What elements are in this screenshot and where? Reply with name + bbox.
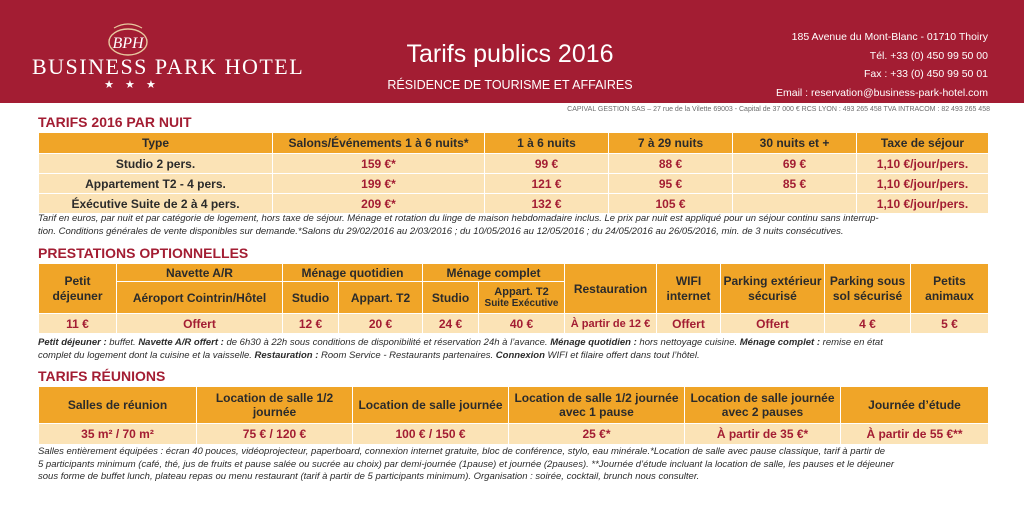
table-cell: Éxécutive Suite de 2 à 4 pers. bbox=[39, 194, 273, 214]
table-cell: Offert bbox=[721, 314, 825, 334]
table-row bbox=[39, 174, 989, 194]
table-cell: À partir de 55 €** bbox=[841, 424, 989, 445]
table-cell: 12 € bbox=[283, 314, 339, 334]
header-line: Appart. T2 bbox=[494, 285, 549, 298]
header-cell: 1 à 6 nuits bbox=[485, 133, 609, 154]
header-cell: Journée d’étude bbox=[841, 387, 989, 424]
table-cell: À partir de 12 € bbox=[565, 314, 657, 334]
table-header-row bbox=[39, 264, 989, 282]
note-text: buffet. bbox=[106, 337, 139, 348]
logo-stars: ★ ★ ★ bbox=[104, 79, 160, 91]
note-text: de 6h30 à 22h sous conditions de disponibilité et réservation 24h à l’avance. bbox=[223, 337, 551, 348]
note-term: Ménage complet : bbox=[739, 337, 821, 348]
header-cell: Petit déjeuner bbox=[39, 264, 117, 314]
table-cell: 100 € / 150 € bbox=[353, 424, 509, 445]
note-line: Salles entièrement équipées : écran 40 pouces, vidéoprojecteur, paperboard, connexion internet gratuite, bloc de conférence, stylo, eau minérale.*Location de salle avec pause classique, tarif à partir de bbox=[38, 446, 886, 457]
header-cell: 30 nuits et + bbox=[733, 133, 857, 154]
table-cell: 199 €* bbox=[273, 174, 485, 194]
table-cell: 75 € / 120 € bbox=[197, 424, 353, 445]
header-cell: Aéroport Cointrin/Hôtel bbox=[117, 282, 283, 314]
table-row bbox=[39, 194, 989, 214]
header-cell: Ménage complet bbox=[423, 264, 565, 282]
tarifs-table bbox=[38, 132, 989, 214]
note-line: tion. Conditions générales de vente disponibles sur demande.*Salons du 29/02/2016 au 2/03/2016 ; du 10/05/2016 au 12/05/2016 ; du 24/05/2016 au 26/05/2016, min. de 3 nuits consécutives. bbox=[38, 225, 844, 237]
contact-fax: Fax : +33 (0) 450 99 50 01 bbox=[863, 68, 988, 80]
note-line bbox=[38, 350, 990, 363]
table-cell: 1,10 €/jour/pers. bbox=[857, 174, 989, 194]
header-cell: WIFI internet bbox=[657, 264, 721, 314]
table-cell: 121 € bbox=[485, 174, 609, 194]
table-cell: 159 €* bbox=[273, 154, 485, 174]
table-cell: 95 € bbox=[609, 174, 733, 194]
page-title: Tarifs publics 2016 bbox=[406, 40, 614, 68]
prestations-table bbox=[38, 263, 989, 334]
header-banner bbox=[0, 0, 1024, 103]
table-cell: 40 € bbox=[479, 314, 565, 334]
table-row bbox=[39, 424, 989, 445]
logo-name: BUSINESS PARK HOTEL bbox=[32, 54, 305, 79]
section-title-prestations: PRESTATIONS OPTIONNELLES bbox=[38, 245, 249, 261]
header-cell: Salons/Événements 1 à 6 nuits* bbox=[273, 133, 485, 154]
table-cell: 88 € bbox=[609, 154, 733, 174]
header-cell: Appart. T2 bbox=[339, 282, 423, 314]
note-text: WIFI et filaire offert dans tout l’hôtel. bbox=[544, 349, 700, 361]
table-row bbox=[39, 314, 989, 334]
table-cell: 1,10 €/jour/pers. bbox=[857, 154, 989, 174]
table-cell: 209 €* bbox=[273, 194, 485, 214]
table-cell: 5 € bbox=[911, 314, 989, 334]
note-text: remise en état bbox=[820, 337, 883, 348]
header-cell: Studio bbox=[423, 282, 479, 314]
reunions-table bbox=[38, 386, 989, 445]
table-cell: Studio 2 pers. bbox=[39, 154, 273, 174]
table-cell: 24 € bbox=[423, 314, 479, 334]
note-term: Ménage quotidien : bbox=[550, 337, 637, 348]
header-cell: Studio bbox=[283, 282, 339, 314]
logo-monogram-text: BPH bbox=[112, 35, 144, 52]
note-term: Restauration : bbox=[254, 349, 319, 361]
prestations-note bbox=[38, 337, 990, 362]
header-cell: Location de salle journée avec 2 pauses bbox=[685, 387, 841, 424]
note-text: complet du logement dont la cuisine et la vaisselle. bbox=[38, 349, 255, 361]
note-line: Tarif en euros, par nuit et par catégorie de logement, hors taxe de séjour. Ménage et rotation du linge de maison hebdomadaire inclus. Le prix par nuit est appliqué pour un séjour continu sans interrup- bbox=[38, 213, 879, 224]
table-header-row bbox=[39, 133, 989, 154]
header-cell: Location de salle 1/2 journée avec 1 pause bbox=[509, 387, 685, 424]
header-cell: Taxe de séjour bbox=[857, 133, 989, 154]
table-cell: 105 € bbox=[609, 194, 733, 214]
contact-email[interactable]: Email : reservation@business-park-hotel.com bbox=[776, 86, 988, 99]
header-cell bbox=[479, 282, 565, 314]
header-cell: Petits animaux bbox=[911, 264, 989, 314]
note-text: Room Service - Restaurants partenaires. bbox=[318, 349, 496, 361]
table-cell: 99 € bbox=[485, 154, 609, 174]
header-cell: Salles de réunion bbox=[39, 387, 197, 424]
note-line bbox=[38, 337, 990, 350]
table-cell: 1,10 €/jour/pers. bbox=[857, 194, 989, 214]
table-cell: 85 € bbox=[733, 174, 857, 194]
table-row bbox=[39, 154, 989, 174]
page-subtitle: RÉSIDENCE DE TOURISME ET AFFAIRES bbox=[387, 78, 633, 92]
table-cell: 11 € bbox=[39, 314, 117, 334]
note-term: Connexion bbox=[495, 349, 545, 361]
table-cell: Offert bbox=[117, 314, 283, 334]
section-title-tarifs: TARIFS 2016 PAR NUIT bbox=[38, 114, 192, 130]
contact-address: 185 Avenue du Mont-Blanc - 01710 Thoiry bbox=[791, 31, 988, 43]
header-cell: Parking sous sol sécurisé bbox=[825, 264, 911, 314]
legal-line: CAPIVAL GESTION SAS – 27 rue de la Vilette 69003 - Capital de 37 000 € RCS LYON : 493 265 458 TVA INTRACOM : 82 493 265 458 bbox=[567, 106, 990, 113]
contact-phone: Tél. +33 (0) 450 99 50 00 bbox=[869, 49, 988, 62]
header-cell: Location de salle journée bbox=[353, 387, 509, 424]
header-cell: 7 à 29 nuits bbox=[609, 133, 733, 154]
header-cell: Restauration bbox=[565, 264, 657, 314]
reunions-note bbox=[38, 446, 990, 484]
logo-monogram-icon bbox=[98, 22, 158, 58]
note-text: hors nettoyage cuisine. bbox=[636, 337, 740, 348]
header-cell: Parking extérieur sécurisé bbox=[721, 264, 825, 314]
table-header-row bbox=[39, 387, 989, 424]
table-cell: 4 € bbox=[825, 314, 911, 334]
note-term: Petit déjeuner : bbox=[38, 337, 107, 348]
header-cell: Location de salle 1/2 journée bbox=[197, 387, 353, 424]
tarifs-note bbox=[38, 213, 990, 238]
header-cell: Type bbox=[39, 133, 273, 154]
header-cell: Ménage quotidien bbox=[283, 264, 423, 282]
table-cell: 69 € bbox=[733, 154, 857, 174]
contact-block bbox=[776, 28, 988, 102]
table-cell: Appartement T2 - 4 pers. bbox=[39, 174, 273, 194]
note-line: sous forme de buffet lunch, plateau repas ou menu restaurant (tarif à partir de 5 participants minimum). Organisation : soirée, cocktail, brunch nous consulter. bbox=[38, 471, 700, 482]
table-cell: 25 €* bbox=[509, 424, 685, 445]
table-cell: 132 € bbox=[485, 194, 609, 214]
note-term: Navette A/R offert : bbox=[138, 337, 224, 348]
section-title-reunions: TARIFS RÉUNIONS bbox=[38, 368, 166, 384]
header-cell: Navette A/R bbox=[117, 264, 283, 282]
note-line: 5 participants minimum (café, thé, jus de fruits et pause salée ou sucrée au choix) par demi-journée (1pause) et journée (2pauses). **Journée d’étude incluant la location de salle, les pauses et le déjeuner bbox=[38, 458, 895, 470]
table-cell: Offert bbox=[657, 314, 721, 334]
table-cell: À partir de 35 €* bbox=[685, 424, 841, 445]
header-line: Suite Exécutive bbox=[484, 297, 559, 309]
table-cell: 20 € bbox=[339, 314, 423, 334]
table-cell: 35 m² / 70 m² bbox=[39, 424, 197, 445]
table-cell bbox=[733, 194, 857, 214]
